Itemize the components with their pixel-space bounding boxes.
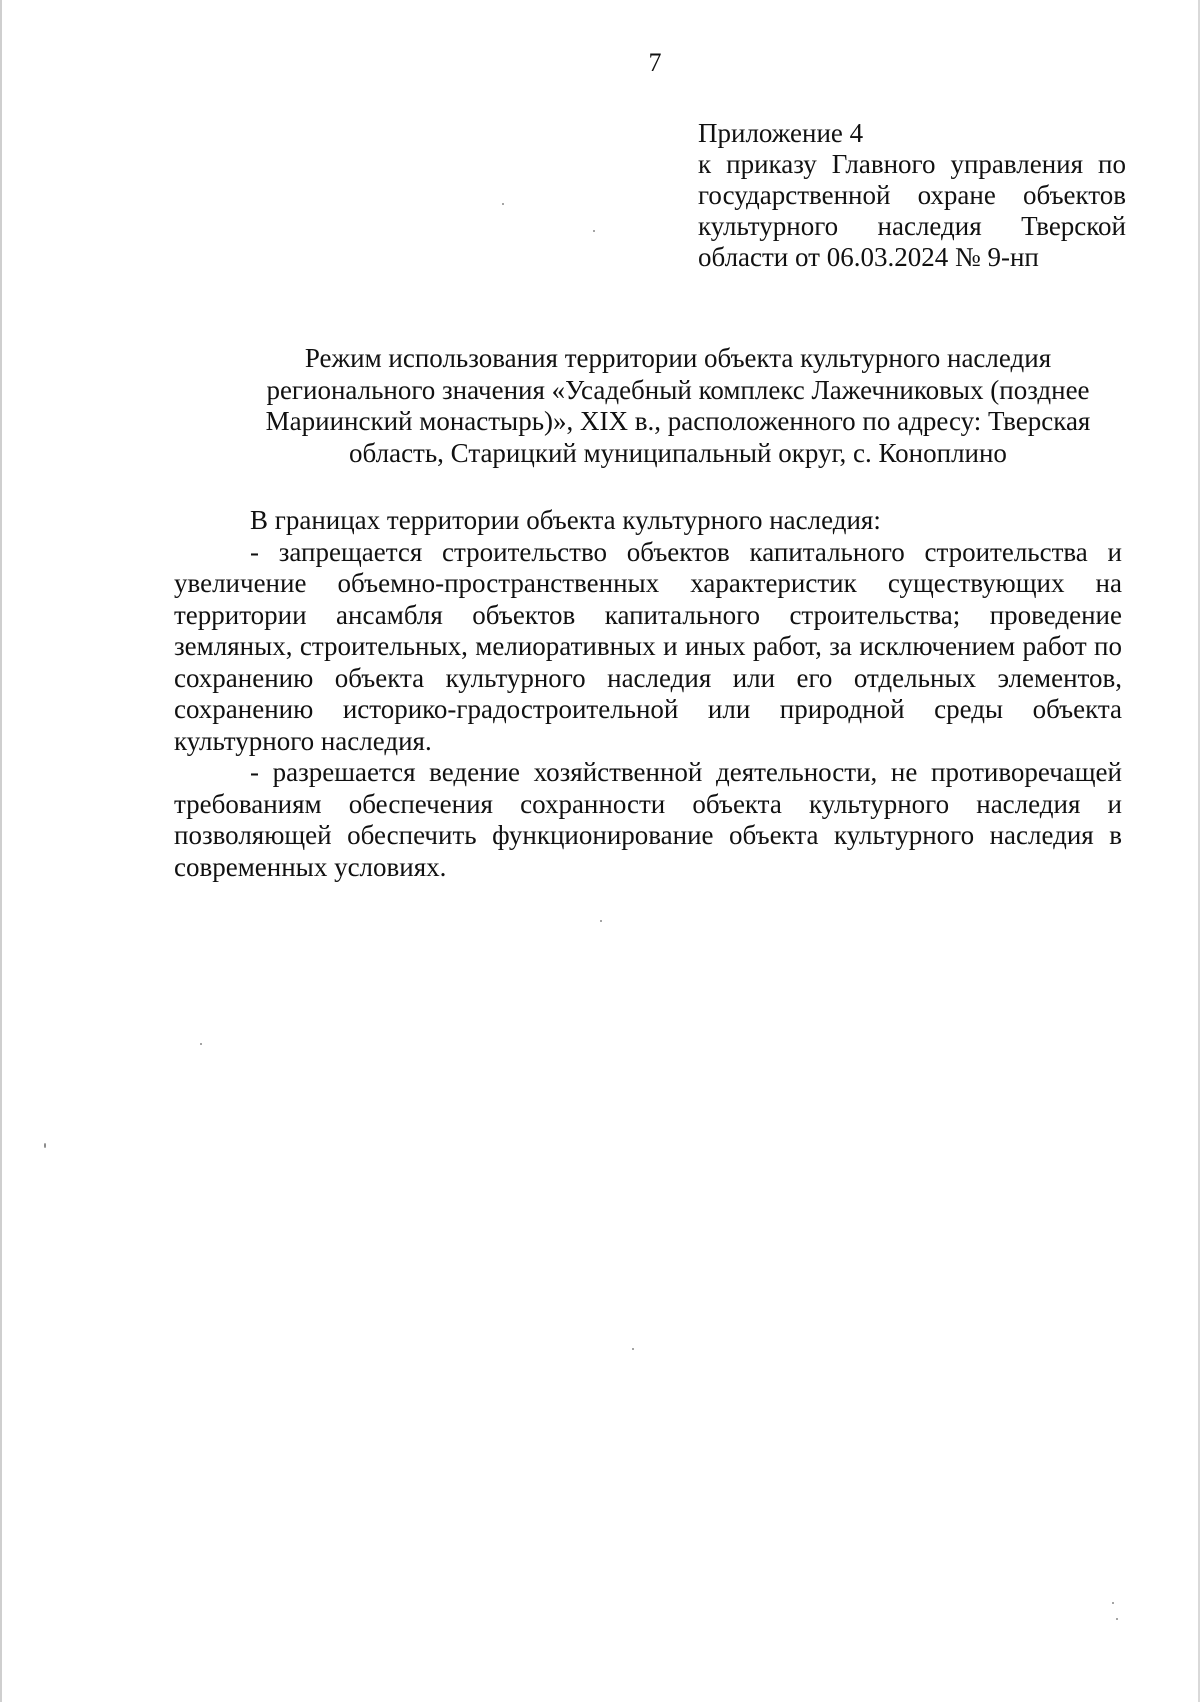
scan-speck — [593, 230, 595, 232]
body-lead: В границах территории объекта культурного наследия: — [250, 505, 881, 535]
document-title: Режим использования территории объекта культурного наследия регионального значения «Усадебный комплекс Лажечниковых (позднее Мариинский монастырь)», XIX в., расположенного по адресу: Тверская область, Старицкий муниципальный округ, с. Коноплино — [265, 343, 1091, 468]
scan-edge-left — [0, 0, 2, 1702]
page-number: 7 — [648, 48, 662, 77]
appendix-block — [698, 118, 1126, 273]
body-item-prohibition: - запрещается строительство объектов капитального строительства и увеличение объемно-пространственных характеристик существующих на территории ансамбля объектов капитального строительства; проведение земляных, строительных, мелиоративных и иных работ, за исключением работ по сохранению объекта культурного наследия или его отдельных элементов, сохранению историко-градостроительной или природной среды объекта культурного наследия. — [174, 536, 1122, 756]
document-body — [174, 505, 1122, 883]
appendix-title: Приложение 4 — [698, 118, 864, 148]
scan-speck — [600, 920, 602, 922]
scan-speck — [200, 1043, 202, 1045]
appendix-reference: к приказу Главного управления по государственной охране объектов культурного наследия Тверской области от 06.03.2024 № 9-нп — [698, 149, 1126, 272]
scan-speck — [502, 203, 504, 205]
scan-speck — [1116, 1618, 1118, 1620]
body-item-permission: - разрешается ведение хозяйственной деятельности, не противоречащей требованиям обеспечения сохранности объекта культурного наследия и позволяющей обеспечить функционирование объекта культурного наследия в современных условиях. — [174, 757, 1122, 882]
scan-speck — [1112, 1602, 1114, 1604]
scan-speck — [632, 1348, 634, 1350]
scan-speck — [44, 1143, 46, 1148]
